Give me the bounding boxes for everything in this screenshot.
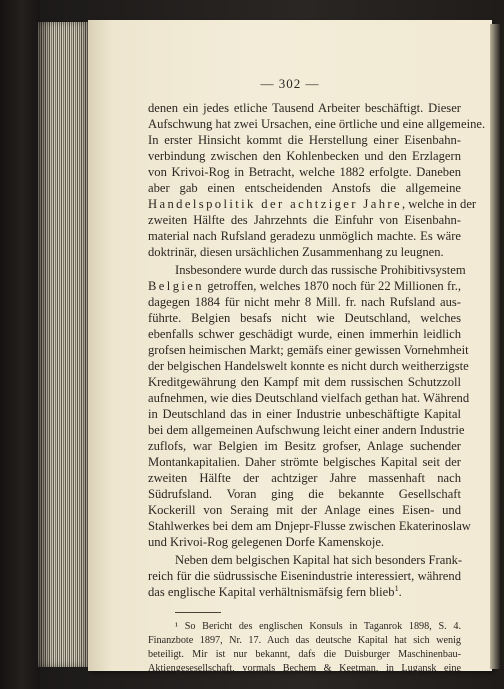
body-line: Aufschwung hat zwei Ursachen, eine örtliche und eine allgemeine. xyxy=(148,117,486,131)
footnote-line: Aktiengesesellschaft, vormals Bechem & Keetman, in Lugansk eine xyxy=(148,663,461,674)
body-line: zuflofs, war Belgien im Besitz grofser, Anlage suchender xyxy=(148,439,461,453)
footnote-line: ¹ So Bericht des englischen Konsuls in Taganrok 1898, S. 4. xyxy=(175,621,461,632)
body-line: Insbesondere wurde durch das russische Prohibitivsystem xyxy=(175,263,466,277)
footnote-ref: 1 xyxy=(394,583,399,593)
body-line: Montankapitalien. Daher strömte belgisches Kapital seit der xyxy=(148,455,461,469)
body-line: In erster Hinsicht kommt die Herstellung einer Eisenbahn- xyxy=(148,133,461,147)
body-line: ebenfalls schwer geschädigt wurde, einen immerhin leidlich xyxy=(148,327,461,341)
body-text: . xyxy=(398,585,402,599)
body-line: grofsen heimischen Markt; gemäfs einer gewissen Vornehmheit xyxy=(148,343,469,357)
body-line: material nach Rufsland geradezu unmöglich machte. Es wäre xyxy=(148,229,461,243)
page-number: — 302 — xyxy=(260,76,320,91)
body-line: reich für die südrussische Eisenindustrie interessiert, während xyxy=(148,569,461,583)
body-line: denen ein jedes etliche Tausend Arbeiter beschäftigt. Dieser xyxy=(148,101,461,115)
body-line xyxy=(148,584,461,600)
body-line: dagegen 1884 für nicht mehr 8 Mill. fr. nach Rufsland aus- xyxy=(148,295,461,309)
body-line: zweiten Hälfte des Jahrzehnts die Einfuhr von Eisenbahn- xyxy=(148,213,461,227)
body-line: Kockerill von Seraing mit der Anlage eines Eisen- und xyxy=(148,503,461,517)
body-line: Neben dem belgischen Kapital hat sich besonders Frank- xyxy=(175,553,463,567)
footnote-line: Finanzbote 1897, Nr. 17. Auch das deutsche Kapital hat sich wenig xyxy=(148,635,461,646)
body-line: und Krivoi-Rog gelegenen Dorfe Kamenskoje. xyxy=(148,535,385,549)
body-line: aufnehmen, wie dies Deutschland vielfach gethan hat. Während xyxy=(148,391,470,405)
body-line xyxy=(148,278,461,294)
body-line: Stahlwerkes bei dem am Dnjepr-Flusse zwischen Ekaterinoslaw xyxy=(148,519,471,533)
body-line: führte. Belgien besafs nicht wie Deutschland, welches xyxy=(148,311,461,325)
body-line: von Krivoi-Rog in Betracht, welche 1882 erfolgte. Daneben xyxy=(148,165,461,179)
footnote-rule xyxy=(175,612,221,613)
footnote-line: beteiligt. Mir ist nur bekannt, dafs die Duisburger Maschinenbau- xyxy=(148,649,461,660)
body-line: doktrinär, diesen ursächlichen Zusammenhang zu leugnen. xyxy=(148,245,444,259)
body-line: Südrufsland. Voran ging die bekannte Gesellschaft xyxy=(148,487,461,501)
body-text: getroffen, welches 1870 noch für 22 Millionen fr., xyxy=(203,279,461,293)
body-line: in Deutschland das in einer Industrie unbeschäftigte Kapital xyxy=(148,407,461,421)
body-line: verbindung zwischen den Kohlenbecken und den Erzlagern xyxy=(148,149,461,163)
body-line xyxy=(148,196,477,212)
page-right-edge xyxy=(490,24,500,669)
body-text: das englische Kapital verhältnismäfsig fern blieb xyxy=(148,585,395,599)
body-text: , welche in der xyxy=(402,197,477,211)
body-line: aber gab einen entscheidenden Anstofs die allgemeine xyxy=(148,181,461,195)
emphasis-spaced: Belgien xyxy=(148,279,204,293)
body-line: zweiten Hälfte der achtziger Jahre massenhaft nach xyxy=(148,471,461,485)
page-edges-shadow xyxy=(38,22,52,667)
emphasis-spaced: Handelspolitik der achtziger Jahre xyxy=(148,197,402,211)
body-line: bei dem allgemeinen Aufschwung leicht einer andern Industrie xyxy=(148,423,465,437)
body-line: Kreditgewährung den Kampf mit dem russischen Schutzzoll xyxy=(148,375,461,389)
book-cover-spine xyxy=(0,0,40,689)
body-line: der belgischen Handelswelt konnte es nicht durch weitherzigste xyxy=(148,359,469,373)
